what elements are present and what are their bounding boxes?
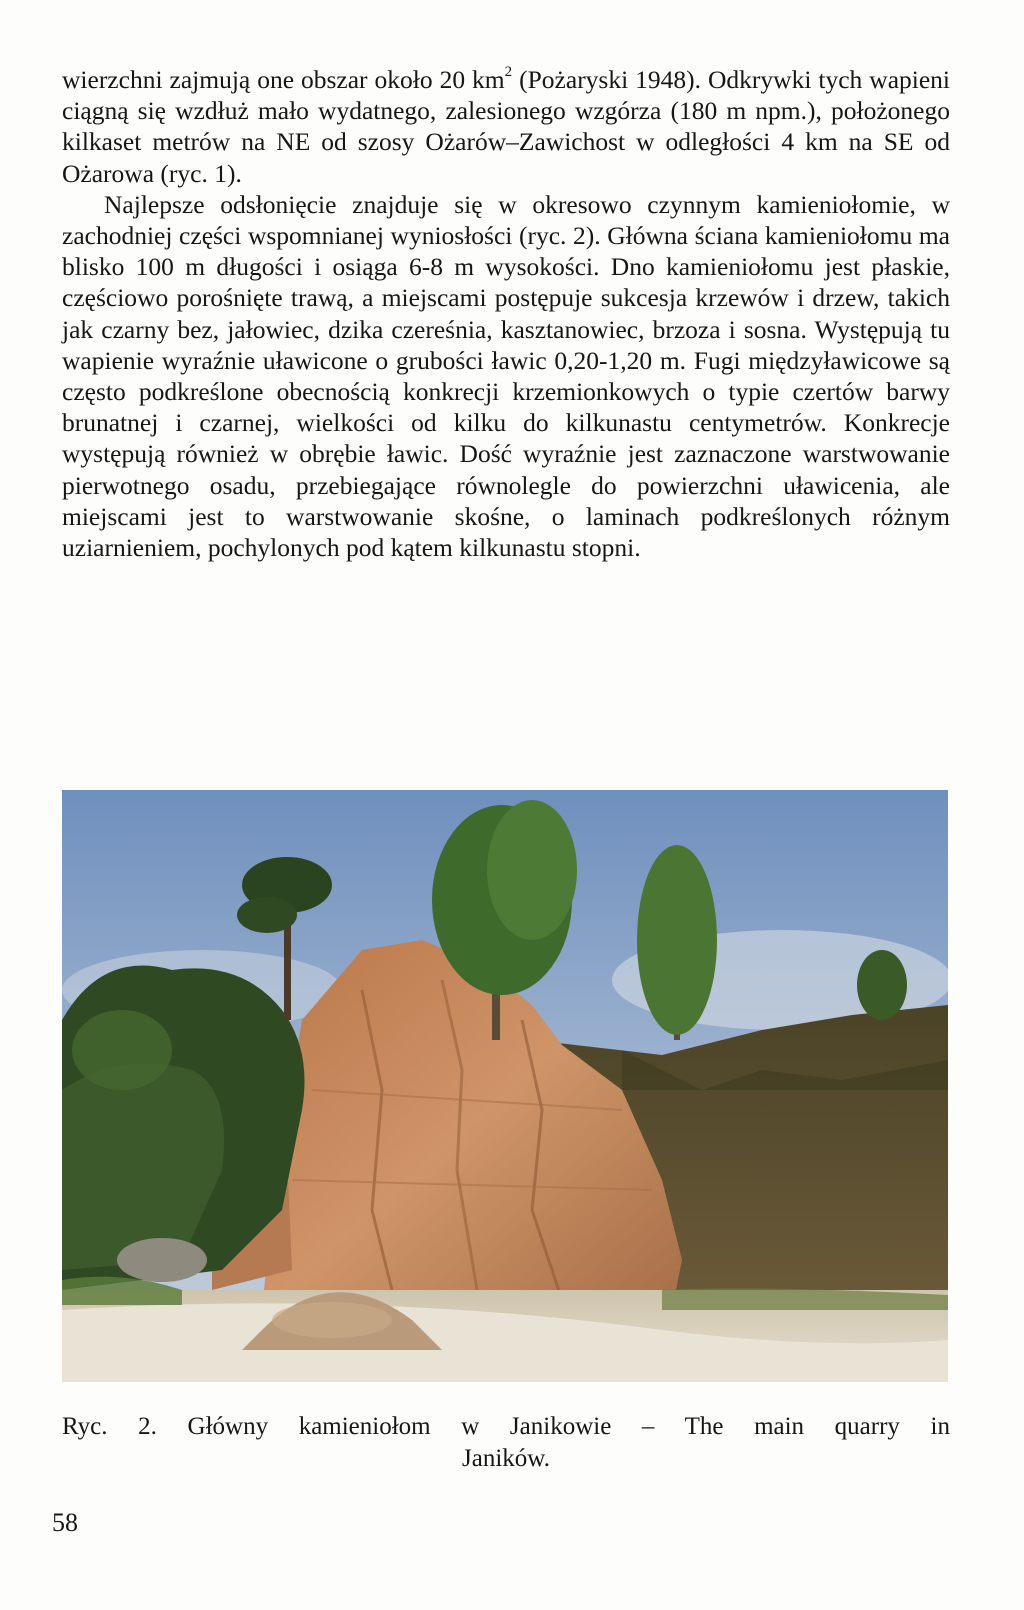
page-number: 58 — [52, 1508, 78, 1537]
caption-line-2: Janików. — [462, 1445, 550, 1472]
paragraph-2: Najlepsze odsłonięcie znajduje się w okresowo czynnym kamieniołomie, w zachodniej części wspomnianej wyniosłości (ryc. 2). Główna ściana kamieniołomu ma blisko 100 m długości i osiąga 6-8 m wysokości. Dno kamieniołomu jest płaskie, częściowo porośnięte trawą, a miejscami postępuje sukcesja krzewów i drzew, takich jak czarny bez, jałowiec, dzika czereśnia, kasztanowiec, brzoza i sosna. Występują tu wapienie wyraźnie uławicone o grubości ławic 0,20-1,20 m. Fugi międzyławicowe są często podkreślone obecnością konkrecji krzemionkowych o typie czertów barwy brunatnej i czarnej, wielkości od kilku do kilkunastu centymetrów. Konkrecje występują również w obrębie ławic. Dość wyraźnie jest zaznaczone warstwowanie pierwotnego osadu, przebiegające równolegle do powierzchni uławicenia, ale miejscami jest to warstwowanie skośne, o laminach podkreślonych różnym uziarnieniem, pochylonych pod kątem kilkunastu stopni. — [62, 189, 950, 563]
body-text — [62, 64, 950, 563]
superscript-2: 2 — [504, 63, 513, 80]
paragraph-1-start: wierzchni zajmują one obszar około 20 km — [62, 65, 505, 94]
figure-caption — [62, 1411, 950, 1475]
paragraph-1-end: (Pożaryski 1948). Odkrywki tych wapieni ciągną się wzdłuż mało wydatnego, zalesionego wzgórza (180 m npm.), położonego kilkaset metrów na NE od szosy Ożarów–Zawichost w odległości 4 km na SE od Ożarowa (ryc. 1). — [62, 65, 950, 188]
paragraph-1 — [62, 64, 950, 189]
quarry-photograph — [62, 790, 948, 1382]
caption-line-1: Ryc. 2. Główny kamieniołom w Janikowie – The main quarry in — [62, 1413, 950, 1440]
